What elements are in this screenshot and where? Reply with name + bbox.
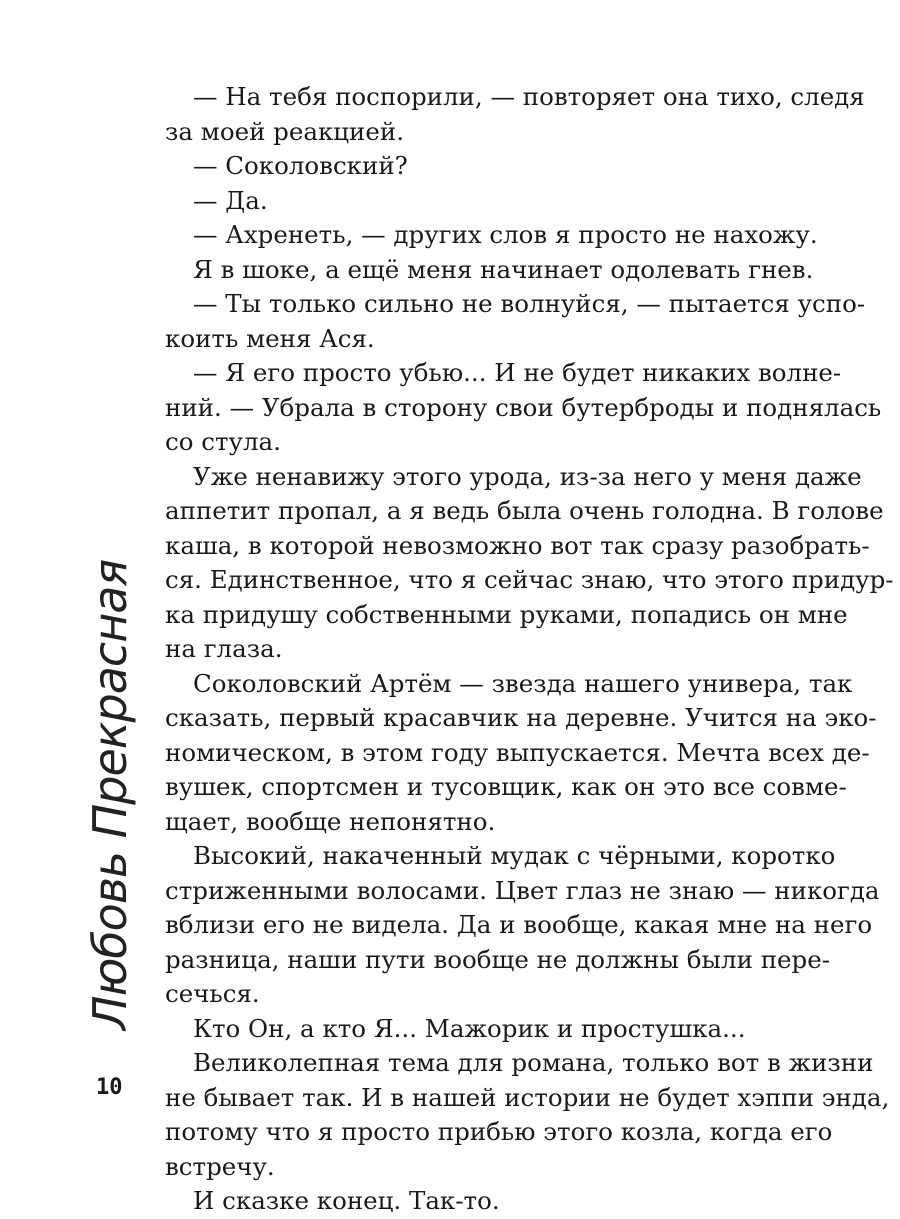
text-line: — На тебя поспорили, — повторяет она тихо, следя (193, 82, 865, 111)
text-line: Великолепная тема для романа, только вот в жизни (193, 1048, 874, 1077)
text-line: — Ахренеть, — других слов я просто не нахожу. (193, 220, 818, 249)
text-line: со стула. (165, 427, 281, 456)
text-line: разница, наши пути вообще не должны были пере- (165, 944, 830, 974)
text-line: Высокий, накаченный мудак с чёрными, коротко (193, 841, 836, 870)
text-line: на глаза. (165, 634, 283, 663)
body-text (165, 80, 894, 1219)
text-line: вблизи его не видела. Да и вообще, какая мне на него (165, 910, 873, 939)
text-line: И сказке конец. Так-то. (193, 1186, 500, 1215)
text-line: сечься. (165, 979, 260, 1008)
text-line: Кто Он, а кто Я... Мажорик и простушка... (193, 1013, 746, 1043)
text-line: не бывает так. И в нашей истории не будет хэппи энда, (165, 1082, 890, 1112)
text-line: потому что я просто прибью этого козла, когда его (165, 1117, 833, 1146)
text-line: коить меня Ася. (165, 323, 375, 353)
text-line: щает, вообще непонятно. (165, 806, 496, 836)
text-line: — Я его просто убью... И не будет никаких волне- (193, 358, 842, 387)
text-line: Я в шоке, а ещё меня начинает одолевать гнев. (193, 254, 814, 284)
page-number: 10 (96, 1075, 123, 1100)
text-line: — Соколовский? (193, 151, 408, 180)
text-line: — Да. (193, 185, 268, 215)
text-line: номическом, в этом году выпускается. Мечта всех де- (165, 737, 870, 767)
text-line: ний. — Убрала в сторону свои бутерброды и поднялась (165, 392, 882, 422)
running-title: Любовь Прекрасная (83, 559, 137, 1030)
text-line: каша, в которой невозможно вот так сразу разобрать- (165, 530, 870, 560)
text-line: ка придушу собственными руками, попадись он мне (165, 599, 848, 629)
text-line: аппетит пропал, а я ведь была очень голодна. В голове (165, 496, 884, 525)
text-line: вушек, спортсмен и тусовщик, как он это все совме- (165, 772, 847, 801)
text-line: Соколовский Артём — звезда нашего универа, так (193, 668, 853, 698)
text-line: встречу. (165, 1151, 275, 1181)
text-line: за моей реакцией. (165, 116, 404, 146)
text-line: ся. Единственное, что я сейчас знаю, что этого придур- (165, 565, 894, 594)
text-line: — Ты только сильно не волнуйся, — пытается успо- (193, 289, 866, 318)
text-line: стриженными волосами. Цвет глаз не знаю — никогда (165, 875, 880, 905)
text-line: Уже ненавижу этого урода, из-за него у меня даже (193, 461, 862, 491)
text-line: сказать, первый красавчик на деревне. Учится на эко- (165, 703, 877, 732)
